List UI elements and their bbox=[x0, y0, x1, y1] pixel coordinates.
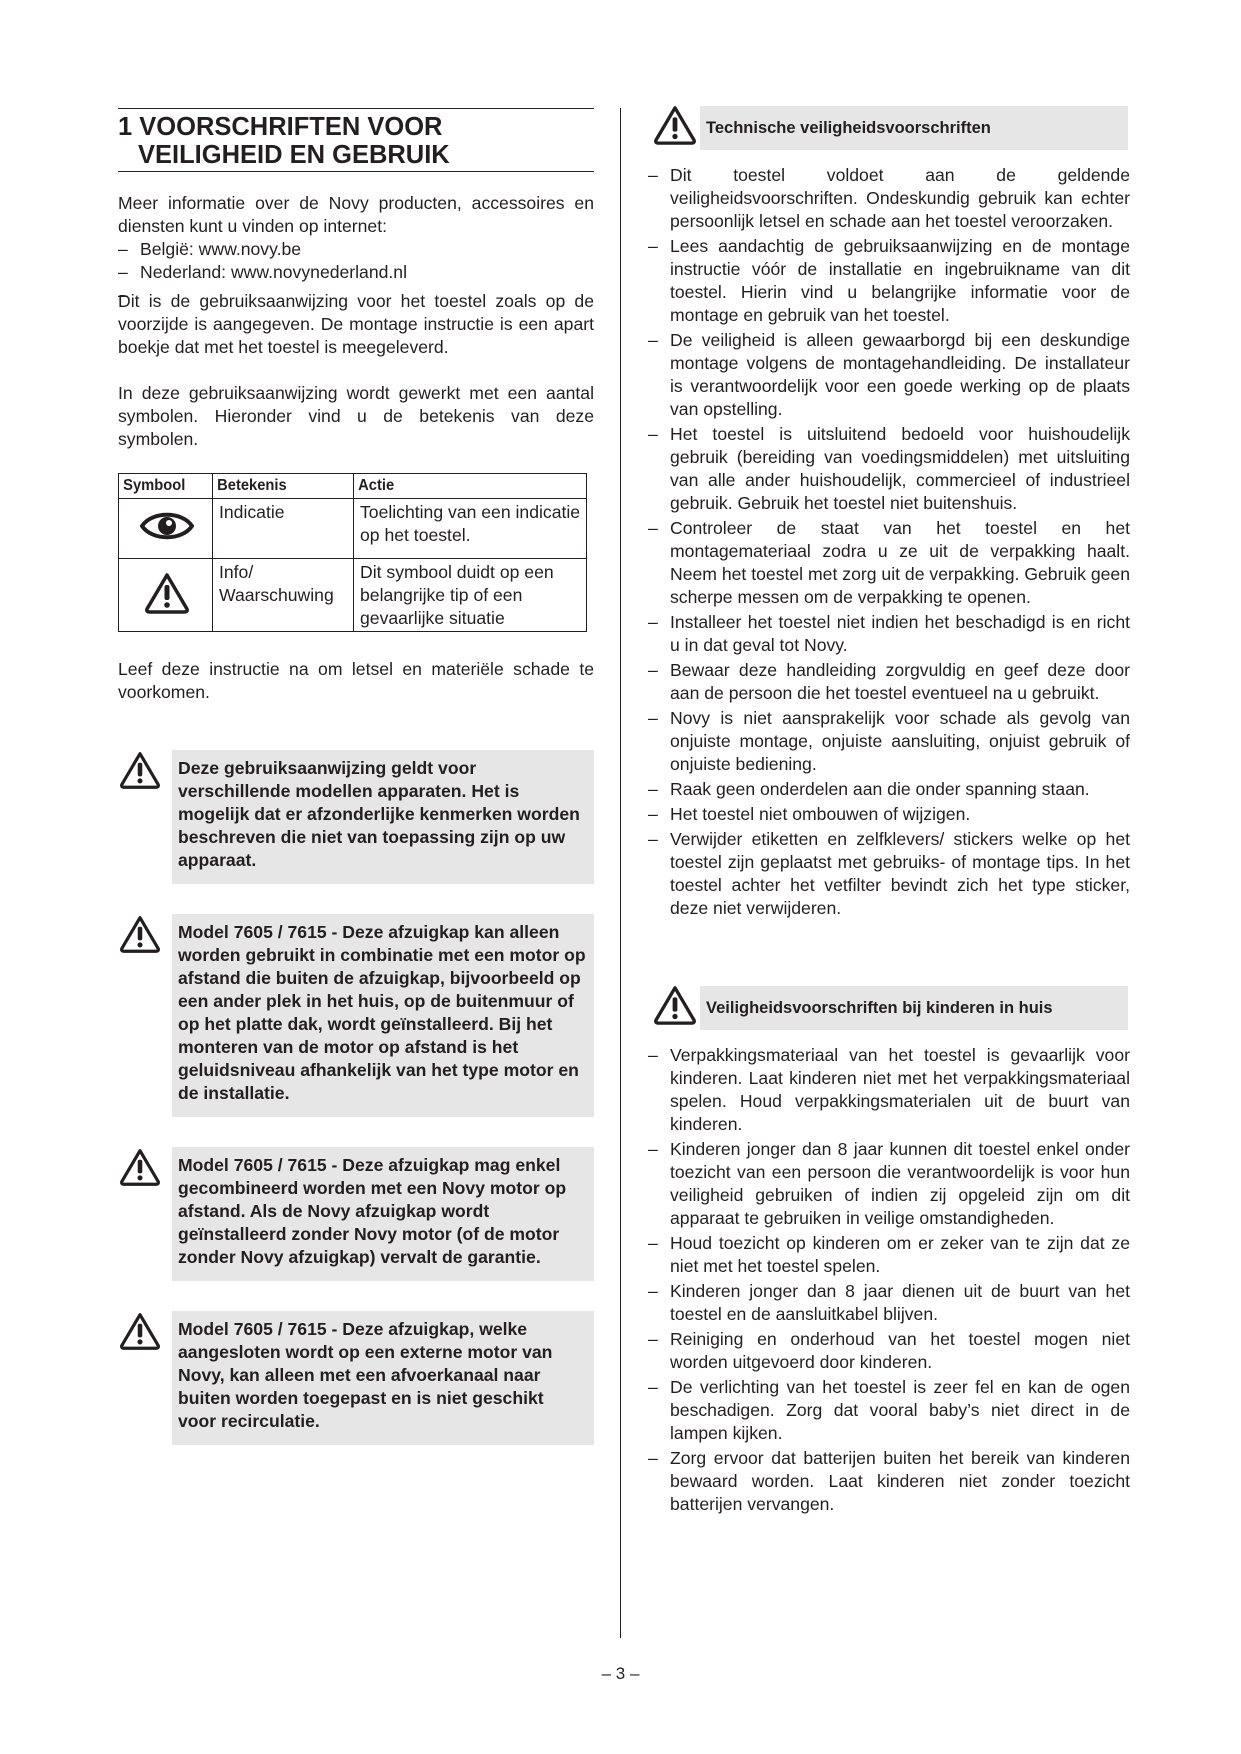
list-item: – Kinderen jonger dan 8 jaar kunnen dit toestel enkel onder toezicht van een persoon die verantwoordelijk is voor hun veiligheid gebruiken of indien zij opgeleid zijn om dit apparaat te gebruiken in veilige omstandigheden. bbox=[648, 1138, 1130, 1230]
header-action: Actie bbox=[354, 474, 568, 499]
action-cell: Dit symbool duidt op een belangrijke tip of een gevaarlijke situatie bbox=[354, 559, 587, 632]
symbol-cell bbox=[119, 499, 213, 559]
eye-icon bbox=[140, 509, 194, 543]
symbols-intro: In deze gebruiksaanwijzing wordt gewerkt met een aantal symbolen. Hieronder vind u de betekenis van deze symbolen. bbox=[118, 383, 594, 449]
warning-icon bbox=[118, 750, 162, 790]
symbol-cell bbox=[119, 559, 213, 632]
section-title: Technische veiligheidsvoorschriften bbox=[700, 106, 1128, 150]
manual-description: Dit is de gebruiksaanwijzing voor het toestel zoals op de voorzijde is aangegeven. De montage instructie is een apart boekje dat met het toestel is meegeleverd. bbox=[118, 291, 594, 357]
list-item: – Dit toestel voldoet aan de geldende veiligheidsvoorschriften. Ondeskundig gebruik kan echter persoonlijk letsel en schade aan het toestel veroorzaken. bbox=[648, 164, 1130, 233]
list-item: – Novy is niet aansprakelijk voor schade als gevolg van onjuiste montage, onjuiste aansluiting, onjuist gebruik of onjuiste bediening. bbox=[648, 707, 1130, 776]
meaning-cell: Info/ Waarschuwing bbox=[213, 559, 354, 632]
list-item: – Controleer de staat van het toestel en het montagemateriaal zodra u ze uit de verpakking haalt. Neem het toestel met zorg uit de verpakking. Gebruik geen scherpe messen om de verpakking te openen. bbox=[648, 517, 1130, 609]
safety-note: Leef deze instructie na om letsel en materiële schade te voorkomen. bbox=[118, 659, 594, 702]
intro-text: Meer informatie over de Novy producten, accessoires en diensten kunt u vinden op internet: bbox=[118, 193, 594, 236]
website-netherlands: – Nederland: www.novynederland.nl bbox=[118, 261, 594, 284]
children-safety-list bbox=[648, 1044, 1130, 1516]
list-item: – Kinderen jonger dan 8 jaar dienen uit de buurt van het toestel en de aansluitkabel blijven. bbox=[648, 1280, 1130, 1326]
list-item: – Het toestel niet ombouwen of wijzigen. bbox=[648, 803, 1130, 826]
list-item: – Installeer het toestel niet indien het beschadigd is en richt u in dat geval tot Novy. bbox=[648, 611, 1130, 657]
website-belgium: – België: www.novy.be bbox=[118, 238, 594, 261]
warning-icon bbox=[652, 104, 698, 146]
action-cell: Toelichting van een indicatie op het toestel. bbox=[354, 499, 587, 559]
symbols-table-header bbox=[119, 474, 587, 499]
list-item: – Zorg ervoor dat batterijen buiten het bereik van kinderen bewaard worden. Laat kinderen niet zonder toezicht batterijen vervangen. bbox=[648, 1447, 1130, 1516]
column-divider bbox=[620, 108, 621, 1638]
list-item: – Raak geen onderdelen aan die onder spanning staan. bbox=[648, 778, 1130, 801]
warning-text: Model 7605 / 7615 - Deze afzuigkap kan alleen worden gebruikt in combinatie met een motor op afstand die buiten de afzuigkap, bijvoorbeeld op een ander plek in het huis, op de buitenmuur of op het platte dak, wordt geïnstalleerd. Bij het monteren van de motor op afstand is het geluidsniveau afhankelijk van het type motor en de installatie. bbox=[172, 914, 594, 1117]
meaning-cell: Indicatie bbox=[213, 499, 354, 559]
table-row bbox=[119, 499, 587, 559]
warning-icon bbox=[118, 1147, 162, 1187]
page-number: – 3 – bbox=[601, 1664, 640, 1683]
list-item: – Verpakkingsmateriaal van het toestel is gevaarlijk voor kinderen. Laat kinderen niet met het verpakkingsmateriaal spelen. Houd verpakkingsmaterialen uit de buurt van kinderen. bbox=[648, 1044, 1130, 1136]
section-title: Veiligheidsvoorschriften bij kinderen in huis bbox=[700, 986, 1128, 1030]
table-row bbox=[119, 559, 587, 632]
warning-text: Deze gebruiksaanwijzing geldt voor verschillende modellen apparaten. Het is mogelijk dat er afzonderlijke kenmerken worden beschreven die niet van toepassing zijn op uw apparaat. bbox=[172, 750, 594, 884]
list-item: – Houd toezicht op kinderen om er zeker van te zijn dat ze niet met het toestel spelen. bbox=[648, 1232, 1130, 1278]
warning-text: Model 7605 / 7615 - Deze afzuigkap mag enkel gecombineerd worden met een Novy motor op afstand. Als de Novy afzuigkap wordt geïnstalleerd zonder Novy motor (of de motor zonder Novy afzuigkap) vervalt de garantie. bbox=[172, 1147, 594, 1281]
warning-box bbox=[118, 1147, 594, 1281]
warning-box bbox=[118, 750, 594, 884]
chapter-title-line1: 1 VOORSCHRIFTEN VOOR bbox=[118, 113, 443, 141]
symbols-table bbox=[118, 473, 587, 632]
warning-icon bbox=[118, 914, 162, 954]
list-item: – Lees aandachtig de gebruiksaanwijzing en de montage instructie vóór de installatie en ingebruikname van dit toestel. Hierin vind u belangrijke informatie voor de montage en gebruik van het toestel. bbox=[648, 235, 1130, 327]
list-item: – Reiniging en onderhoud van het toestel mogen niet worden uitgevoerd door kinderen. bbox=[648, 1328, 1130, 1374]
chapter-title bbox=[118, 108, 594, 172]
chapter-title-line2: VEILIGHEID EN GEBRUIK bbox=[138, 141, 450, 169]
warning-box bbox=[118, 1311, 594, 1445]
website-list bbox=[118, 238, 594, 284]
section-heading-children bbox=[648, 984, 1130, 1028]
list-item: – Het toestel is uitsluitend bedoeld voor huishoudelijk gebruik (bereiding van voedingsmiddelen) met uitsluiting van alle ander huishoudelijk, commercieel of industrieel gebruik. Gebruik het toestel niet buitenshuis. bbox=[648, 423, 1130, 515]
list-item: – Bewaar deze handleiding zorgvuldig en geef deze door aan de persoon die het toestel eventueel na u gebruikt. bbox=[648, 659, 1130, 705]
list-item: – Verwijder etiketten en zelfklevers/ stickers welke op het toestel zijn geplaatst met gebruiks- of montage tips. In het toestel achter het vetfilter bevindt zich het type sticker, deze niet verwijderen. bbox=[648, 828, 1130, 920]
technical-safety-list bbox=[648, 164, 1130, 920]
left-column bbox=[118, 108, 594, 1445]
header-symbol: Symbool bbox=[119, 474, 205, 499]
list-item: – De veiligheid is alleen gewaarborgd bij een deskundige montage volgens de montagehandleiding. De installateur is verantwoordelijk voor een goede werking op de plaats van opstelling. bbox=[648, 329, 1130, 421]
warning-text: Model 7605 / 7615 - Deze afzuigkap, welke aangesloten wordt op een externe motor van Novy, kan alleen met een afvoerkanaal naar buiten worden toegepast en is niet geschikt voor recirculatie. bbox=[172, 1311, 594, 1445]
warning-box bbox=[118, 914, 594, 1117]
warning-icon bbox=[143, 571, 191, 615]
header-meaning: Betekenis bbox=[213, 474, 343, 499]
section-heading-technical bbox=[648, 104, 1130, 148]
list-item: – De verlichting van het toestel is zeer fel en kan de ogen beschadigen. Zorg dat vooral baby’s niet direct in de lampen kijken. bbox=[648, 1376, 1130, 1445]
right-column bbox=[648, 104, 1130, 1518]
warning-icon bbox=[118, 1311, 162, 1351]
warning-icon bbox=[652, 984, 698, 1026]
